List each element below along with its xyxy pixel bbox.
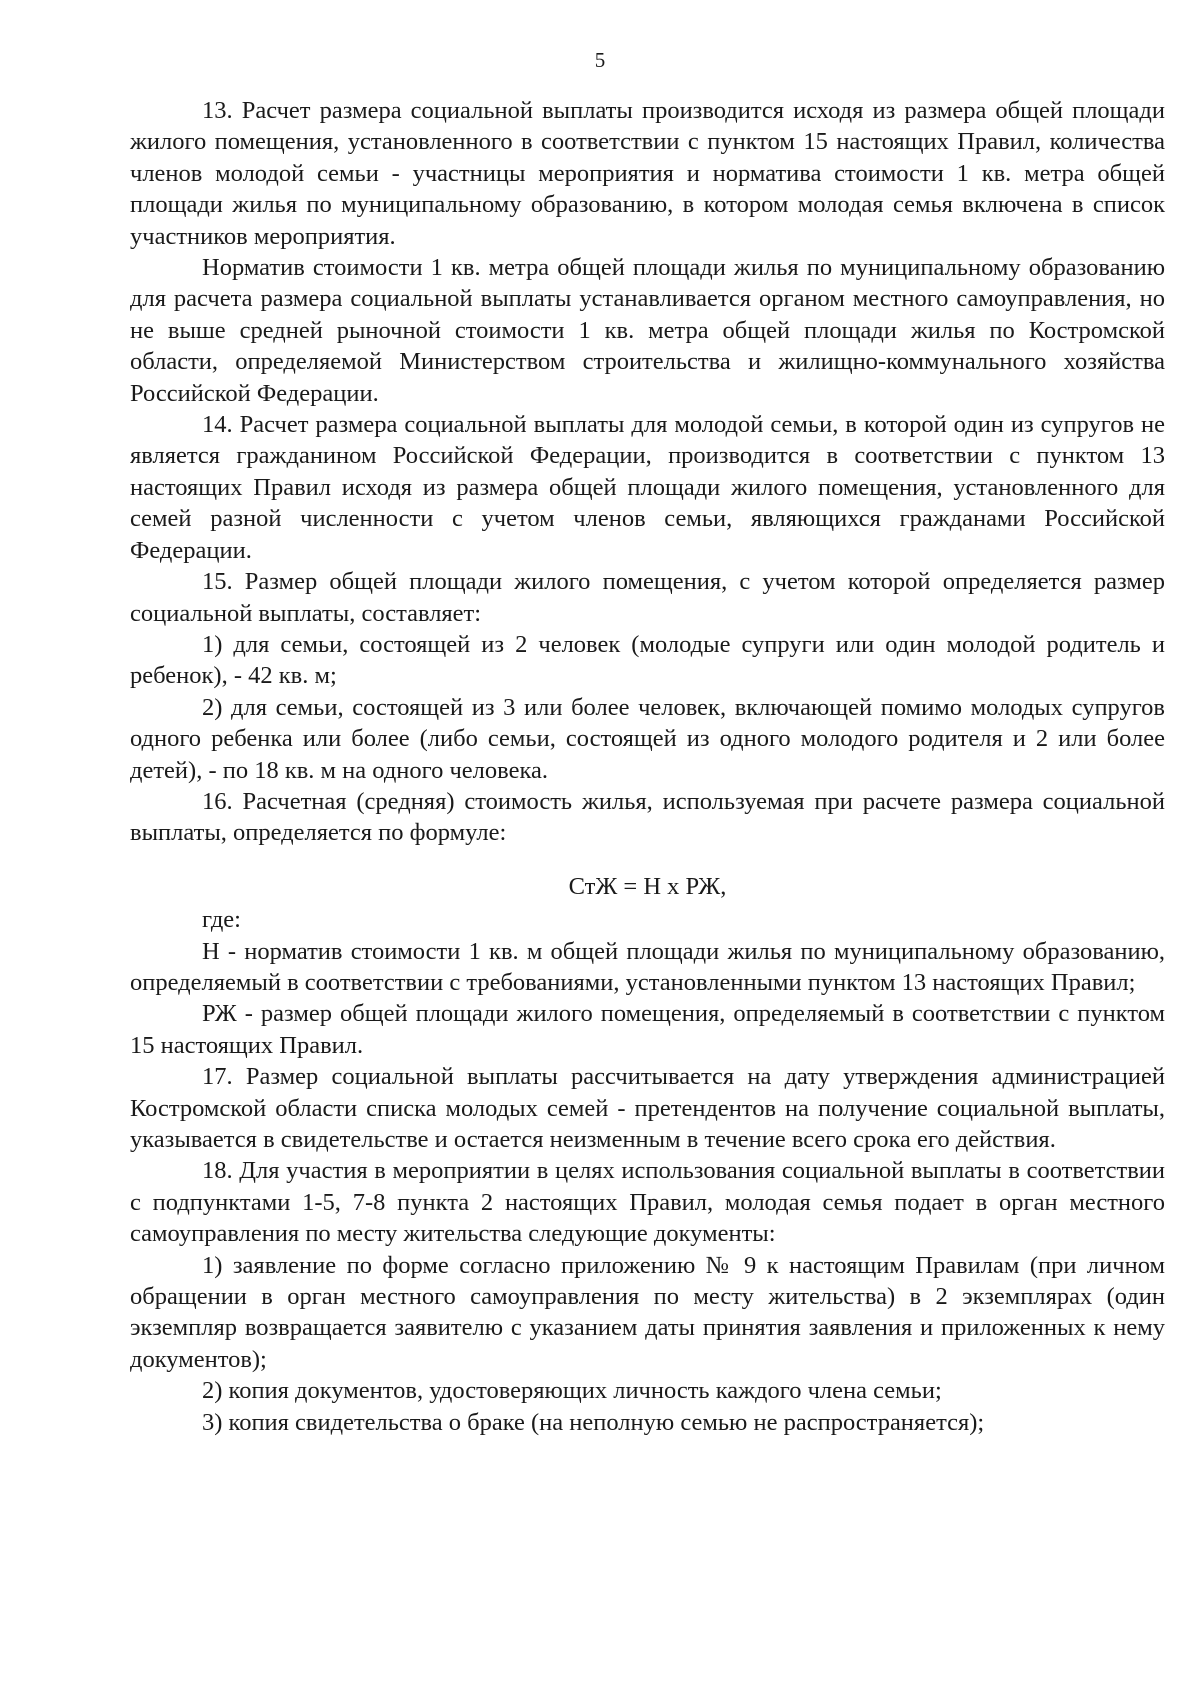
- paragraph-18-item-3: 3) копия свидетельства о браке (на неполную семью не распространяется);: [202, 1408, 985, 1436]
- paragraph-18-item-1: 1) заявление по форме согласно приложению № 9 к настоящим Правилам (при личном обращении в орган местного самоуправления по месту жительства) в 2 экземплярах (один экземпляр возвращается заявителю с указанием даты принятия заявления и приложенных к нему документов);: [130, 1251, 1165, 1373]
- paragraph-17: 17. Размер социальной выплаты рассчитывается на дату утверждения администрацией Костромской области списка молодых семей - претендентов на получение социальной выплаты, указывается в свидетельстве и остается неизменным в течение всего срока его действия.: [130, 1063, 1165, 1153]
- paragraph-16: 16. Расчетная (средняя) стоимость жилья, используемая при расчете размера социальной выплаты, определяется по формуле:: [130, 787, 1165, 847]
- paragraph-15-item-2: 2) для семьи, состоящей из 3 или более человек, включающей помимо молодых супругов одного ребенка или более (либо семьи, состоящей из одного молодого родителя и 2 или более детей), - по 18 кв. м на одного человека.: [130, 693, 1165, 784]
- formula-where: где:: [202, 906, 241, 934]
- document-body: [130, 95, 1165, 1438]
- paragraph-14: 14. Расчет размера социальной выплаты для молодой семьи, в которой один из супругов не является гражданином Российской Федерации, производится в соответствии с пунктом 13 настоящих Правил исходя из размера общей площади жилого помещения, установленного для семей разной численности с учетом членов семьи, являющихся гражданами Российской Федерации.: [130, 411, 1165, 564]
- formula: СтЖ = Н х РЖ,: [568, 872, 727, 900]
- paragraph-18: 18. Для участия в мероприятии в целях использования социальной выплаты в соответствии с подпунктами 1-5, 7-8 пункта 2 настоящих Правил, молодая семья подает в орган местного самоуправления по месту жительства следующие документы:: [130, 1157, 1165, 1248]
- definition-rzh: РЖ - размер общей площади жилого помещения, определяемый в соответствии с пунктом 15 настоящих Правил.: [130, 1000, 1165, 1059]
- page-number: 5: [594, 48, 606, 72]
- paragraph-13-normative: Норматив стоимости 1 кв. метра общей площади жилья по муниципальному образованию для расчета размера социальной выплаты устанавливается органом местного самоуправления, но не выше средней рыночной стоимости 1 кв. метра общей площади жилья по Костромской области, определяемой Министерством строительства и жилищно-коммунального хозяйства Российской Федерации.: [130, 254, 1165, 407]
- paragraph-13: 13. Расчет размера социальной выплаты производится исходя из размера общей площади жилого помещения, установленного в соответствии с пунктом 15 настоящих Правил, количества членов молодой семьи - участницы мероприятия и норматива стоимости 1 кв. метра общей площади жилья по муниципальному образованию, в котором молодая семья включена в список участников мероприятия.: [130, 97, 1165, 250]
- definition-n: Н - норматив стоимости 1 кв. м общей площади жилья по муниципальному образованию, определяемый в соответствии с требованиями, установленными пунктом 13 настоящих Правил;: [130, 937, 1165, 996]
- paragraph-15-item-1: 1) для семьи, состоящей из 2 человек (молодые супруги или один молодой родитель и ребенок), - 42 кв. м;: [130, 630, 1165, 690]
- paragraph-18-item-2: 2) копия документов, удостоверяющих личность каждого члена семьи;: [202, 1377, 942, 1405]
- paragraph-15: 15. Размер общей площади жилого помещения, с учетом которой определяется размер социальной выплаты, составляет:: [130, 568, 1165, 627]
